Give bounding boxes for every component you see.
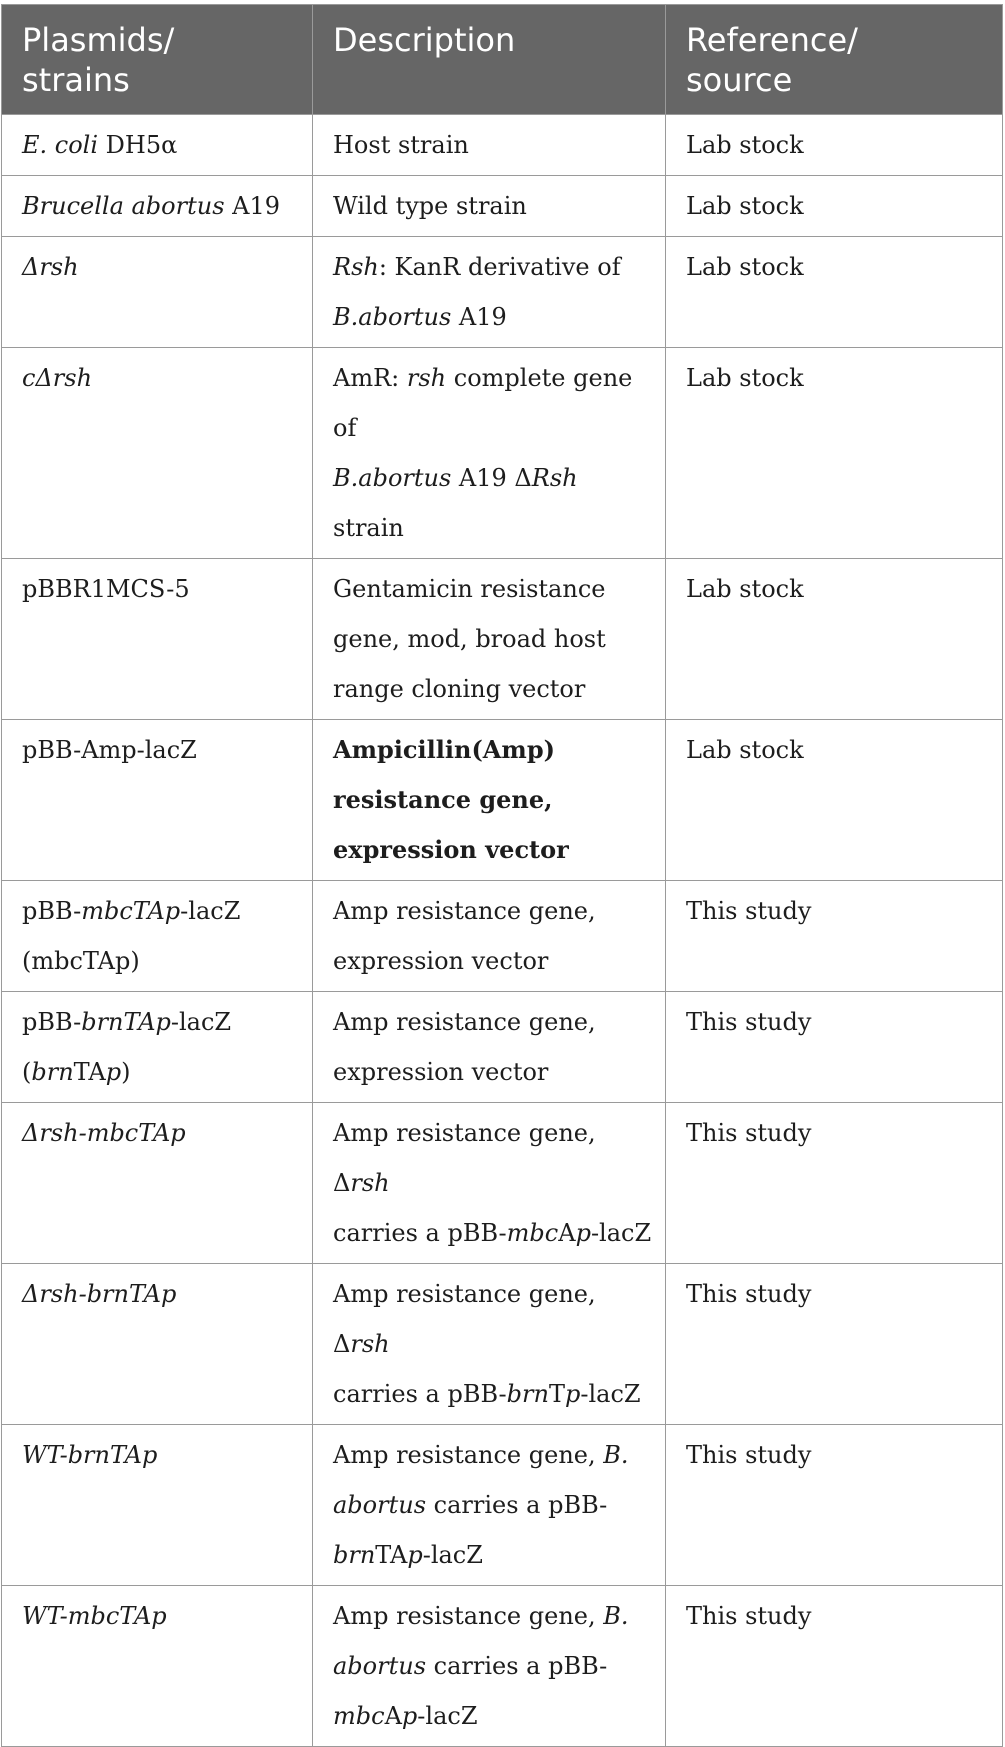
table-row xyxy=(2,1264,1003,1425)
strain-cell: pBBR1MCS-5 xyxy=(2,559,313,720)
reference-cell: This study xyxy=(666,1586,1003,1747)
table-header xyxy=(2,5,1003,115)
reference-cell: Lab stock xyxy=(666,559,1003,720)
table-row xyxy=(2,237,1003,348)
strain-cell: pBB-mbcTAp-lacZ (mbcTAp) xyxy=(2,881,313,992)
strain-cell: E. coli DH5α xyxy=(2,115,313,176)
table-row xyxy=(2,1425,1003,1586)
table-row xyxy=(2,348,1003,559)
description-cell: Amp resistance gene, Δrsh carries a pBB-mbcAp-lacZ xyxy=(313,1103,666,1264)
table-row xyxy=(2,992,1003,1103)
reference-cell: This study xyxy=(666,992,1003,1103)
description-cell: Amp resistance gene, expression vector xyxy=(313,992,666,1103)
strain-cell: cΔrsh xyxy=(2,348,313,559)
reference-cell: This study xyxy=(666,1103,1003,1264)
reference-cell: Lab stock xyxy=(666,115,1003,176)
strain-cell: WT-mbcTAp xyxy=(2,1586,313,1747)
strain-cell: Brucella abortus A19 xyxy=(2,176,313,237)
strain-cell: pBB-Amp-lacZ xyxy=(2,720,313,881)
strain-cell: WT-brnTAp xyxy=(2,1425,313,1586)
header-reference-source: Reference/ source xyxy=(666,5,1003,115)
header-description: Description xyxy=(313,5,666,115)
reference-cell: This study xyxy=(666,1264,1003,1425)
table-row xyxy=(2,881,1003,992)
header-row xyxy=(2,5,1003,115)
description-cell: Host strain xyxy=(313,115,666,176)
table-row xyxy=(2,559,1003,720)
table-row xyxy=(2,1103,1003,1264)
reference-cell: This study xyxy=(666,881,1003,992)
strain-cell: pBB-brnTAp-lacZ (brnTAp) xyxy=(2,992,313,1103)
table-row xyxy=(2,720,1003,881)
description-cell: Amp resistance gene, Δrsh carries a pBB-brnTp-lacZ xyxy=(313,1264,666,1425)
strain-cell: Δrsh-mbcTAp xyxy=(2,1103,313,1264)
strains-table xyxy=(1,4,1003,1747)
table-body xyxy=(2,115,1003,1747)
description-cell: Amp resistance gene, B. abortus carries a pBB- mbcAp-lacZ xyxy=(313,1586,666,1747)
description-cell: AmR: rsh complete gene of B.abortus A19 ΔRsh strain xyxy=(313,348,666,559)
reference-cell: This study xyxy=(666,1425,1003,1586)
description-cell: Rsh: KanR derivative of B.abortus A19 xyxy=(313,237,666,348)
reference-cell: Lab stock xyxy=(666,348,1003,559)
table-row xyxy=(2,176,1003,237)
description-cell: Amp resistance gene, expression vector xyxy=(313,881,666,992)
strain-cell: Δrsh xyxy=(2,237,313,348)
strain-cell: Δrsh-brnTAp xyxy=(2,1264,313,1425)
table-row xyxy=(2,1586,1003,1747)
description-cell: Wild type strain xyxy=(313,176,666,237)
reference-cell: Lab stock xyxy=(666,237,1003,348)
reference-cell: Lab stock xyxy=(666,720,1003,881)
description-cell: Ampicillin(Amp) resistance gene, expression vector xyxy=(313,720,666,881)
table-row xyxy=(2,115,1003,176)
description-cell: Gentamicin resistance gene, mod, broad host range cloning vector xyxy=(313,559,666,720)
header-plasmids-strains: Plasmids/ strains xyxy=(2,5,313,115)
description-cell: Amp resistance gene, B. abortus carries a pBB- brnTAp-lacZ xyxy=(313,1425,666,1586)
reference-cell: Lab stock xyxy=(666,176,1003,237)
